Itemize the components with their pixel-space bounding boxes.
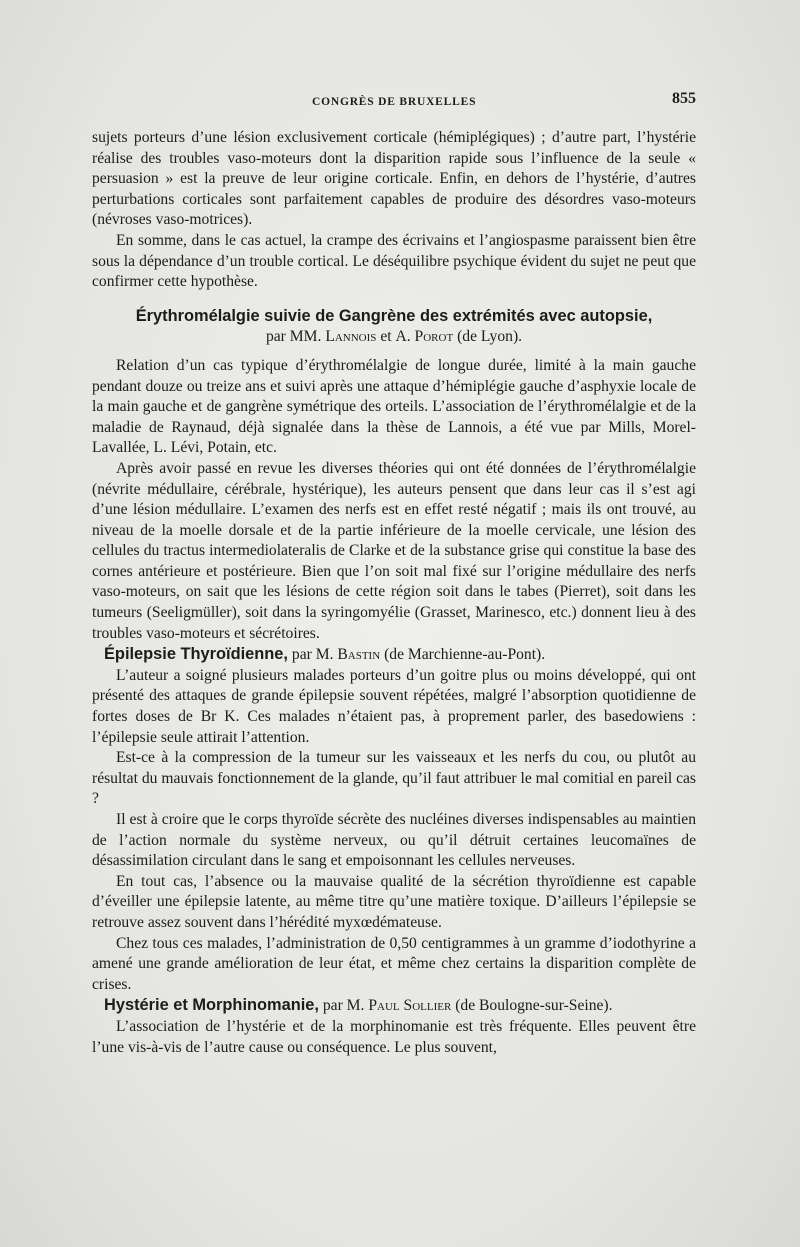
intro-paragraph-1: sujets porteurs d’une lésion exclusivement corticale (hémiplégiques) ; d’autre part, l’hystérie réalise des troubles vaso-moteurs dont la disparition rapide sous l’influence de la seule « persuasion » est la preuve de leur origine corticale. Enfin, en dehors de l’hystérie, d’autres perturbations corticales sont parfaitement capables de produire des désordres vaso-moteurs (névroses vaso-motrices). <box>92 129 696 229</box>
hysterie-heading <box>92 995 696 1017</box>
epilepsie-paragraph-3: Il est à croire que le corps thyroïde sécrète des nucléines diverses indispensables au maintien de l’action normale du système nerveux, ou qu’il détruit certaines leucomaïnes de désassimilation circulant dans le sang et empoisonnant les cellules nerveuses. <box>92 811 696 870</box>
hysterie-paragraph-1: L’association de l’hystérie et de la morphinomanie est très fréquente. Elles peuvent être l’une vis-à-vis de l’autre cause ou conséquence. Le plus souvent, <box>92 1017 696 1056</box>
erythro-paragraph-1: Relation d’un cas typique d’érythromélalgie de longue durée, limité à la main gauche pendant douze ou treize ans et suivi après une attaque d’hémiplégie gauche d’asphyxie locale de la main gauche et de gangrène symétrique des orteils. L’association de l’érythromélalgie et de la maladie de Raynaud, déjà signalée dans la thèse de Lannois, a été vue par Mills, Morel-Lavallée, L. Lévi, Potain, etc. <box>92 356 696 457</box>
erythro-paragraph-2: Après avoir passé en revue les diverses théories qui ont été données de l’érythromélalgie (névrite médullaire, cérébrale, hystérique), les auteurs pensent que dans leur cas il s’est agi d’une lésion médullaire. L’examen des nerfs est en effet resté négatif ; mais ils ont trouvé, au niveau de la moelle dorsale et de la partie inférieure de la moelle cervicale, une lésion des cellules du tractus intermediolateralis de Clarke et de la substance grise qui constitue la base des cornes antérieure et postérieure. Bien que l’on soit mal fixé sur l’origine médullaire des nerfs vaso-moteurs, on sait que les lésions de cette région soit dans le tabes (Pierret), soit dans les tumeurs (Seeligmüller), soit dans la syringomyélie (Grasset, Marinesco, etc.) donnent lieu à des troubles vaso-moteurs et sécrétoires. <box>92 459 696 642</box>
epilepsie-paragraph-4: En tout cas, l’absence ou la mauvaise qualité de la sécrétion thyroïdienne est capable d’éveiller une épilepsie latente, au même titre qu’une matière toxique. D’ailleurs l’épilepsie se retrouve assez souvent dans l’hérédité myxœdémateuse. <box>92 872 696 931</box>
epilepsie-by: par M. <box>291 646 334 664</box>
intro-paragraph-2: En somme, dans le cas actuel, la crampe des écrivains et l’angiospasme paraissent bien être sous la dépendance d’un trouble cortical. Le déséquilibre psychique évident du sujet ne peut que confirmer cette hypothèse. <box>92 231 696 291</box>
epilepsie-paragraph-5: Chez tous ces malades, l’administration de 0,50 centigrammes à un gramme d’iodothyrine a amené une grande amélioration de leur état, et même chez certains la disparition complète de crises. <box>92 934 696 993</box>
page-body <box>92 128 696 1058</box>
erythro-and: et <box>380 328 392 346</box>
page-header <box>92 90 696 112</box>
page-number: 855 <box>672 90 696 107</box>
erythro-author-2: A. Porot <box>395 328 454 346</box>
running-head: CONGRÈS DE BRUXELLES <box>312 96 477 108</box>
hysterie-place: (de Boulogne-sur-Seine). <box>455 997 613 1015</box>
erythro-byline <box>92 327 696 348</box>
erythro-heading <box>92 306 696 348</box>
epilepsie-heading <box>92 644 696 666</box>
erythro-place: (de Lyon). <box>457 328 523 346</box>
erythro-by: par MM. <box>265 328 322 346</box>
erythro-title: Érythromélalgie suivie de Gangrène des extrémités avec autopsie, <box>135 306 653 325</box>
epilepsie-place: (de Marchienne-au-Pont). <box>384 646 546 664</box>
hysterie-title: Hystérie et Morphinomanie, <box>104 996 319 1015</box>
erythro-author-1: Lannois <box>325 328 377 346</box>
epilepsie-title: Épilepsie Thyroïdienne, <box>104 645 288 664</box>
epilepsie-paragraph-2: Est-ce à la compression de la tumeur sur les vaisseaux et les nerfs du cou, ou plutôt au résultat du mauvais fonctionnement de la glande, qu’il faut attribuer le mal comitial en pareil cas ? <box>92 749 696 808</box>
epilepsie-author: Bastin <box>337 646 381 664</box>
hysterie-by: par M. <box>322 997 365 1015</box>
epilepsie-paragraph-1: L’auteur a soigné plusieurs malades porteurs d’un goitre plus ou moins développé, qui ont présenté des attaques de grande épilepsie souvent répétées, malgré l’absorption quotidienne de fortes doses de Br K. Ces malades n’étaient pas, à proprement parler, des basedowiens : l’épilepsie seule attirait l’attention. <box>92 666 696 746</box>
hysterie-author: Paul Sollier <box>368 997 452 1015</box>
